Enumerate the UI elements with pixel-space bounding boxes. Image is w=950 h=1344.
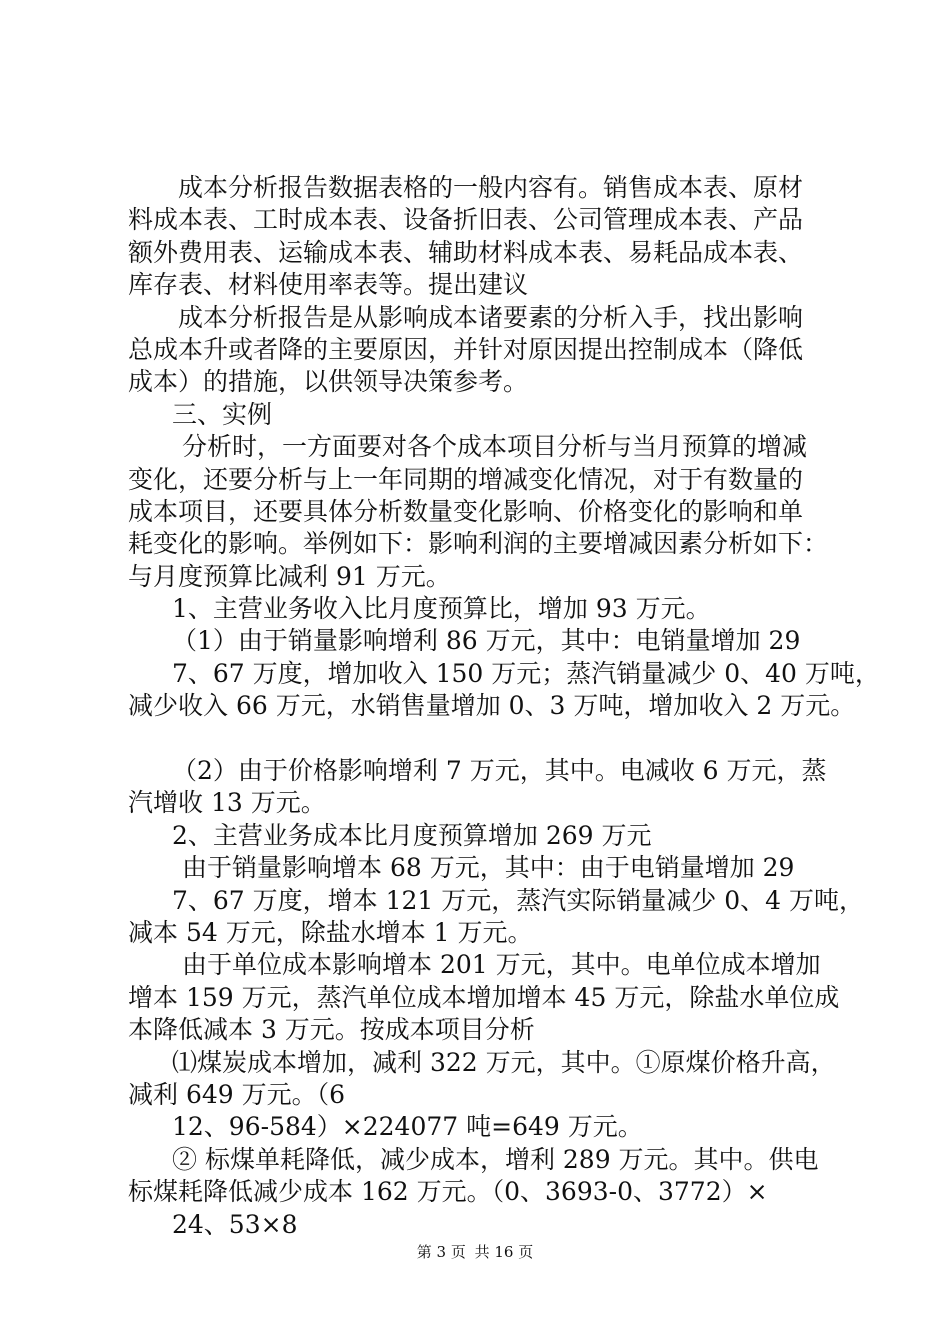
page-number: 第 3 页 xyxy=(416,1243,466,1261)
paragraph-line: 分析时，一方面要对各个成本项目分析与当月预算的增减 xyxy=(182,432,808,462)
paragraph-line: 耗变化的影响。举例如下：影响利润的主要增减因素分析如下： xyxy=(128,529,829,559)
paragraph-line: 标煤耗降低减少成本 162 万元。（0、3693-0、3772）× xyxy=(128,1177,768,1207)
page-total: 共 16 页 xyxy=(474,1243,534,1261)
paragraph-line: 24、53×8 xyxy=(172,1209,298,1239)
paragraph-line: 额外费用表、运输成本表、辅助材料成本表、易耗品成本表、 xyxy=(128,237,804,267)
paragraph-line: 7、67 万度，增加收入 150 万元；蒸汽销量减少 0、40 万吨， xyxy=(172,658,880,688)
page-footer xyxy=(0,1242,950,1262)
paragraph-line: 成本分析报告数据表格的一般内容有。销售成本表、原材 xyxy=(178,173,804,202)
paragraph-line: 由于销量影响增本 68 万元，其中：由于电销量增加 29 xyxy=(182,853,795,883)
paragraph-line: 1、主营业务收入比月度预算比，增加 93 万元。 xyxy=(172,594,711,624)
document-body xyxy=(128,172,880,1241)
paragraph-line: 减少收入 66 万元，水销售量增加 0、3 万吨，增加收入 2 万元。 xyxy=(128,691,856,721)
paragraph-line: 减利 649 万元。（6 xyxy=(128,1079,346,1109)
paragraph-line: 与月度预算比减利 91 万元。 xyxy=(128,561,451,591)
paragraph-line: 变化，还要分析与上一年同期的增减变化情况，对于有数量的 xyxy=(128,464,804,494)
section-heading: 三、实例 xyxy=(172,399,273,429)
blank-line xyxy=(128,723,836,755)
paragraph-line: 7、67 万度，增本 121 万元，蒸汽实际销量减少 0、4 万吨， xyxy=(172,885,864,915)
paragraph-line: （2）由于价格影响增利 7 万元，其中。电减收 6 万元，蒸 xyxy=(172,756,827,786)
paragraph-line: 本降低减本 3 万元。按成本项目分析 xyxy=(128,1015,535,1045)
paragraph-line: 成本分析报告是从影响成本诸要素的分析入手，找出影响 xyxy=(178,302,804,332)
paragraph-line: 成本项目，还要具体分析数量变化影响、价格变化的影响和单 xyxy=(128,496,804,526)
paragraph-line: 由于单位成本影响增本 201 万元，其中。电单位成本增加 xyxy=(182,950,821,980)
paragraph-line: 2、主营业务成本比月度预算增加 269 万元 xyxy=(172,820,652,850)
paragraph-line: 汽增收 13 万元。 xyxy=(128,788,326,818)
paragraph-line: 总成本升或者降的主要原因，并针对原因提出控制成本（降低 xyxy=(128,334,804,364)
paragraph-line: 12、96-584）×224077 吨=649 万元。 xyxy=(172,1112,643,1142)
paragraph-line: 增本 159 万元，蒸汽单位成本增加增本 45 万元，除盐水单位成 xyxy=(128,982,840,1012)
paragraph-line: 成本）的措施，以供领导决策参考。 xyxy=(128,367,529,397)
paragraph-line: 减本 54 万元，除盐水增本 1 万元。 xyxy=(128,917,533,947)
paragraph-line: ⑴煤炭成本增加，减利 322 万元，其中。①原煤价格升高， xyxy=(172,1047,836,1077)
paragraph-line: 库存表、材料使用率表等。提出建议 xyxy=(128,270,529,300)
paragraph-line: ② 标煤单耗降低，减少成本，增利 289 万元。其中。供电 xyxy=(172,1144,819,1174)
paragraph-line: 料成本表、工时成本表、设备折旧表、公司管理成本表、产品 xyxy=(128,205,804,235)
paragraph-line: （1）由于销量影响增利 86 万元，其中：电销量增加 29 xyxy=(172,626,801,656)
